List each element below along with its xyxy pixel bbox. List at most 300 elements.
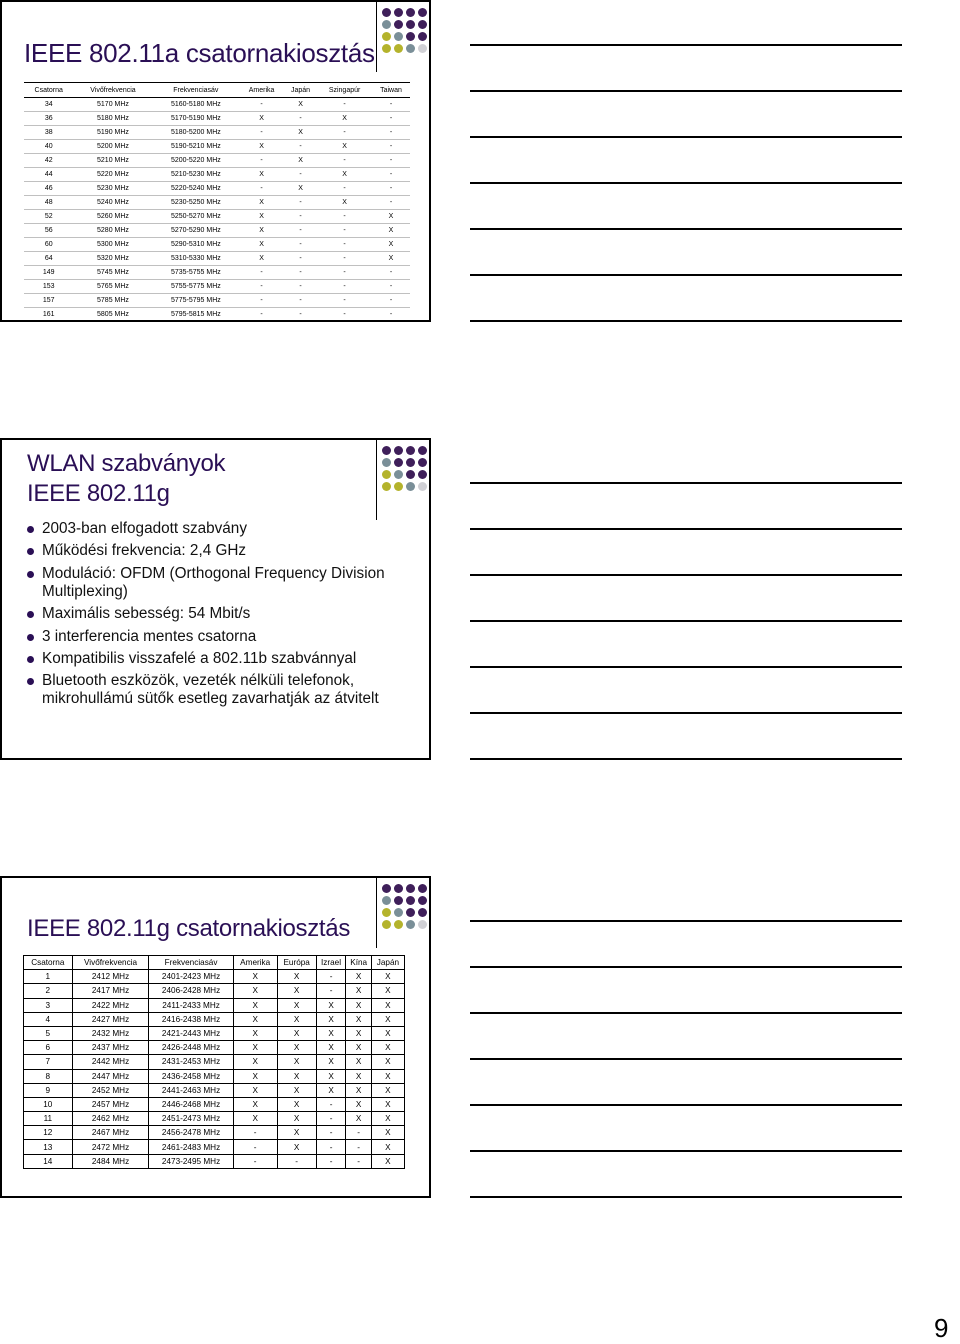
- decorative-dot: [394, 446, 403, 455]
- table-cell: X: [239, 112, 284, 126]
- bullet-dot-icon: [27, 656, 34, 663]
- table-cell: 5200-5220 MHz: [153, 154, 240, 168]
- note-line: [470, 274, 902, 276]
- table-cell: X: [233, 1055, 277, 1069]
- decorative-dot: [382, 884, 391, 893]
- table-cell: -: [317, 280, 372, 294]
- table-row: [24, 224, 410, 238]
- table-cell: -: [316, 984, 346, 998]
- table-cell: X: [277, 1041, 316, 1055]
- table-cell: 5160-5180 MHz: [153, 98, 240, 112]
- table-cell: X: [371, 1012, 404, 1026]
- table-cell: X: [284, 126, 317, 140]
- table-cell: X: [233, 1097, 277, 1111]
- decorative-dot: [418, 470, 427, 479]
- table-cell: X: [346, 1026, 371, 1040]
- table-cell: 6: [24, 1041, 73, 1055]
- table-cell: 5220 MHz: [73, 168, 152, 182]
- table-cell: X: [346, 1041, 371, 1055]
- decorative-dot: [394, 20, 403, 29]
- table-cell: 2473-2495 MHz: [149, 1154, 233, 1168]
- table-row: [24, 266, 410, 280]
- table-cell: -: [372, 266, 410, 280]
- table-cell: 42: [24, 154, 73, 168]
- table-cell: 5240 MHz: [73, 196, 152, 210]
- table-cell: X: [317, 168, 372, 182]
- table-cell: X: [284, 154, 317, 168]
- table-cell: -: [343, 311, 346, 318]
- decorative-dot: [394, 884, 403, 893]
- decorative-dot: [418, 482, 427, 491]
- table-cell: 2416-2438 MHz: [149, 1012, 233, 1026]
- table-cell: X: [372, 210, 410, 224]
- table-row: [24, 1083, 405, 1097]
- table-cell: 5: [24, 1026, 73, 1040]
- decorative-dot: [418, 920, 427, 929]
- decorative-dot: [382, 446, 391, 455]
- decorative-dot: [382, 458, 391, 467]
- table-cell: -: [316, 970, 346, 984]
- table-cell: 5210-5230 MHz: [153, 168, 240, 182]
- table-cell: -: [317, 126, 372, 140]
- table-cell: 5320 MHz: [73, 252, 152, 266]
- decorative-dot: [394, 920, 403, 929]
- table-cell: -: [239, 98, 284, 112]
- table-cell: X: [233, 1069, 277, 1083]
- table-cell: -: [239, 280, 284, 294]
- table-cell: X: [346, 984, 371, 998]
- decorative-dot: [406, 458, 415, 467]
- bullet-item: [22, 542, 417, 560]
- table-cell: 5300 MHz: [73, 238, 152, 252]
- table-cell: 5190-5210 MHz: [153, 140, 240, 154]
- table-cell: -: [260, 311, 263, 318]
- table-cell: -: [317, 210, 372, 224]
- table-cell: -: [372, 98, 410, 112]
- table-row: [24, 1140, 405, 1154]
- table-row: [24, 210, 410, 224]
- table-cell: X: [277, 998, 316, 1012]
- table-cell: X: [239, 140, 284, 154]
- table-cell: 5190 MHz: [73, 126, 152, 140]
- table-cell: X: [277, 1140, 316, 1154]
- table-row: [24, 1126, 405, 1140]
- table-cell: -: [372, 168, 410, 182]
- table-cell: X: [239, 210, 284, 224]
- table-row: [24, 182, 410, 196]
- decorative-dot: [394, 470, 403, 479]
- table-cell: X: [277, 1026, 316, 1040]
- table-row: [24, 140, 410, 154]
- table-cell: X: [284, 98, 317, 112]
- table-cell: -: [372, 126, 410, 140]
- slide-title-line1: WLAN szabványok: [27, 450, 226, 477]
- table-cell: -: [372, 140, 410, 154]
- table-cell: X: [233, 998, 277, 1012]
- table-cell: 2401-2423 MHz: [149, 970, 233, 984]
- table-cell: -: [239, 294, 284, 308]
- decorative-dot: [406, 44, 415, 53]
- bullet-item: [22, 520, 417, 538]
- table-cell: -: [317, 252, 372, 266]
- note-line: [470, 920, 902, 922]
- table-cell: -: [284, 266, 317, 280]
- table-cell: -: [284, 294, 317, 308]
- bullet-text: Maximális sebesség: 54 Mbit/s: [42, 605, 251, 623]
- table-row: [24, 294, 410, 308]
- table-cell: 5260 MHz: [73, 210, 152, 224]
- table-cell: 2451-2473 MHz: [149, 1112, 233, 1126]
- table-cell: -: [372, 294, 410, 308]
- decorative-dot: [382, 8, 391, 17]
- table-cell: 2457 MHz: [72, 1097, 149, 1111]
- decorative-dot: [382, 32, 391, 41]
- table-cell: X: [371, 1055, 404, 1069]
- column-header: Amerika: [233, 956, 277, 970]
- table-cell: 5755-5775 MHz: [153, 280, 240, 294]
- table-cell: -: [316, 1140, 346, 1154]
- table-cell: X: [277, 984, 316, 998]
- table-cell: 5230-5250 MHz: [153, 196, 240, 210]
- table-row: [24, 308, 410, 322]
- table-cell: -: [316, 1154, 346, 1168]
- bullet-text: 3 interferencia mentes csatorna: [42, 627, 257, 645]
- table-cell: 1: [24, 970, 73, 984]
- decorative-dot: [418, 32, 427, 41]
- table-cell: X: [371, 998, 404, 1012]
- table-cell: -: [233, 1154, 277, 1168]
- table-cell: -: [372, 280, 410, 294]
- decorative-dot: [406, 908, 415, 917]
- table-cell: X: [317, 196, 372, 210]
- bullet-dot-icon: [27, 611, 34, 618]
- table-cell: 38: [24, 126, 73, 140]
- table-cell: 5210 MHz: [73, 154, 152, 168]
- table-cell: -: [317, 238, 372, 252]
- bullet-item: [22, 565, 417, 601]
- table-cell: 13: [24, 1140, 73, 1154]
- column-header: Izrael: [316, 956, 346, 970]
- bullet-dot-icon: [27, 678, 34, 685]
- table-row: [24, 1112, 405, 1126]
- table-header-row: [24, 956, 405, 970]
- table-cell: X: [239, 252, 284, 266]
- table-row: [24, 126, 410, 140]
- table-cell: 157: [24, 294, 73, 308]
- bullet-item: [22, 605, 417, 623]
- decorative-dot: [406, 896, 415, 905]
- table-cell: 5805 MHz: [97, 311, 129, 318]
- table-cell: -: [317, 266, 372, 280]
- table-cell: X: [316, 1055, 346, 1069]
- table-cell: -: [239, 182, 284, 196]
- table-cell: -: [284, 196, 317, 210]
- table-cell: 2446-2468 MHz: [149, 1097, 233, 1111]
- table-cell: X: [371, 1140, 404, 1154]
- column-header: Szingapúr: [317, 83, 372, 98]
- decorative-dot: [418, 8, 427, 17]
- table-cell: 5230 MHz: [73, 182, 152, 196]
- table-cell: -: [372, 196, 410, 210]
- decorative-dot: [394, 8, 403, 17]
- table-cell: 2436-2458 MHz: [149, 1069, 233, 1083]
- column-header: Amerika: [239, 83, 284, 98]
- bullet-dot-icon: [27, 548, 34, 555]
- table-cell: X: [233, 1041, 277, 1055]
- table-cell: X: [233, 984, 277, 998]
- table-cell: 5765 MHz: [73, 280, 152, 294]
- decorative-dot: [382, 896, 391, 905]
- table-cell: X: [346, 970, 371, 984]
- table-cell: 5290-5310 MHz: [153, 238, 240, 252]
- table-cell: -: [317, 154, 372, 168]
- note-line: [470, 320, 902, 322]
- table-cell: 5170-5190 MHz: [153, 112, 240, 126]
- decorative-dot: [406, 20, 415, 29]
- table-cell: X: [277, 970, 316, 984]
- bullet-dot-icon: [27, 526, 34, 533]
- table-cell: X: [277, 1083, 316, 1097]
- table-cell: X: [233, 1083, 277, 1097]
- table-cell: 5180 MHz: [73, 112, 152, 126]
- decorative-dot: [406, 446, 415, 455]
- table-row: [24, 984, 405, 998]
- slide-title: IEEE 802.11g csatornakiosztás: [27, 915, 351, 942]
- table-cell: 10: [24, 1097, 73, 1111]
- table-cell: -: [284, 210, 317, 224]
- table-cell: X: [277, 1126, 316, 1140]
- table-cell: -: [284, 280, 317, 294]
- table-cell: 2456-2478 MHz: [149, 1126, 233, 1140]
- table-cell: 5785 MHz: [73, 294, 152, 308]
- table-cell: X: [346, 1012, 371, 1026]
- decorative-dot: [406, 32, 415, 41]
- table-cell: 46: [24, 182, 73, 196]
- table-cell: -: [239, 126, 284, 140]
- table-header-row: [24, 83, 410, 98]
- table-cell: -: [239, 154, 284, 168]
- table-cell: 5170 MHz: [73, 98, 152, 112]
- table-cell: -: [346, 1140, 371, 1154]
- table-cell: -: [284, 140, 317, 154]
- table-cell: 60: [24, 238, 73, 252]
- table-cell: 2417 MHz: [72, 984, 149, 998]
- decorative-dot: [418, 908, 427, 917]
- table-cell: 2427 MHz: [72, 1012, 149, 1026]
- table-cell: 5180-5200 MHz: [153, 126, 240, 140]
- table-cell: 2442 MHz: [72, 1055, 149, 1069]
- channel-table: [23, 955, 405, 1169]
- table-cell: -: [316, 1097, 346, 1111]
- table-cell: -: [233, 1126, 277, 1140]
- table-cell: X: [316, 1069, 346, 1083]
- table-cell: X: [277, 1097, 316, 1111]
- divider-line: [376, 440, 377, 520]
- column-header: Japán: [284, 83, 317, 98]
- table-cell: 56: [24, 224, 73, 238]
- column-header: Japán: [371, 956, 404, 970]
- table-cell: 12: [24, 1126, 73, 1140]
- table-cell: X: [239, 168, 284, 182]
- table-cell: -: [372, 154, 410, 168]
- table-cell: 5220-5240 MHz: [153, 182, 240, 196]
- column-header: Csatorna: [24, 956, 73, 970]
- column-header: Európa: [277, 956, 316, 970]
- table-cell: 2452 MHz: [72, 1083, 149, 1097]
- bullet-text: 2003-ban elfogadott szabvány: [42, 520, 247, 537]
- table-cell: 2447 MHz: [72, 1069, 149, 1083]
- table-cell: 5200 MHz: [73, 140, 152, 154]
- column-header: Vivőfrekvencia: [72, 956, 149, 970]
- page-number: 9: [934, 1313, 949, 1343]
- table-cell: 149: [24, 266, 73, 280]
- bullet-dot-icon: [27, 571, 34, 578]
- bullet-dot-icon: [27, 634, 34, 641]
- decorative-dot: [394, 32, 403, 41]
- table-cell: X: [233, 1112, 277, 1126]
- decorative-dot: [382, 908, 391, 917]
- bullet-list: [22, 520, 417, 713]
- note-line: [470, 482, 902, 484]
- decorative-dot: [418, 896, 427, 905]
- table-cell: 2461-2483 MHz: [149, 1140, 233, 1154]
- channel-table: [24, 82, 410, 322]
- note-line: [470, 182, 902, 184]
- table-cell: 5270-5290 MHz: [153, 224, 240, 238]
- table-row: [24, 238, 410, 252]
- table-row: [24, 1055, 405, 1069]
- table-cell: 2406-2428 MHz: [149, 984, 233, 998]
- decorative-dot: [418, 20, 427, 29]
- decorative-dot: [418, 44, 427, 53]
- column-header: Frekvenciasáv: [149, 956, 233, 970]
- table-row: [24, 970, 405, 984]
- table-cell: 2472 MHz: [72, 1140, 149, 1154]
- note-line: [470, 136, 902, 138]
- note-line: [470, 1196, 902, 1198]
- table-cell: X: [346, 1083, 371, 1097]
- table-cell: -: [284, 238, 317, 252]
- table-cell: X: [277, 1012, 316, 1026]
- decorative-dot: [382, 470, 391, 479]
- note-line: [470, 228, 902, 230]
- table-cell: 48: [24, 196, 73, 210]
- note-line: [470, 528, 902, 530]
- table-cell: 2484 MHz: [72, 1154, 149, 1168]
- table-cell: X: [372, 238, 410, 252]
- divider-line: [376, 2, 377, 72]
- table-cell: 5775-5795 MHz: [153, 294, 240, 308]
- table-row: [24, 168, 410, 182]
- table-cell: 5280 MHz: [73, 224, 152, 238]
- table-cell: -: [316, 1112, 346, 1126]
- table-cell: 44: [24, 168, 73, 182]
- table-row: [24, 1069, 405, 1083]
- bullet-text: Kompatibilis visszafelé a 802.11b szabvánnyal: [42, 649, 357, 667]
- table-cell: -: [372, 112, 410, 126]
- table-cell: 5795-5815 MHz: [170, 311, 221, 318]
- table-row: [24, 1154, 405, 1168]
- table-cell: 14: [24, 1154, 73, 1168]
- note-line: [470, 1150, 902, 1152]
- table-cell: X: [371, 1126, 404, 1140]
- table-cell: 2432 MHz: [72, 1026, 149, 1040]
- note-line: [470, 44, 902, 46]
- table-cell: -: [284, 252, 317, 266]
- table-cell: -: [284, 168, 317, 182]
- table-cell: 2467 MHz: [72, 1126, 149, 1140]
- table-cell: X: [316, 1041, 346, 1055]
- table-cell: 161: [42, 311, 55, 318]
- table-cell: 5735-5755 MHz: [153, 266, 240, 280]
- table-cell: 8: [24, 1069, 73, 1083]
- table-row: [24, 98, 410, 112]
- table-cell: X: [316, 998, 346, 1012]
- table-cell: -: [239, 266, 284, 280]
- decorative-dot: [406, 884, 415, 893]
- table-cell: X: [233, 970, 277, 984]
- table-cell: X: [371, 1083, 404, 1097]
- table-cell: X: [372, 252, 410, 266]
- table-cell: X: [277, 1069, 316, 1083]
- note-line: [470, 1104, 902, 1106]
- table-cell: -: [389, 311, 393, 318]
- table-row: [24, 1041, 405, 1055]
- table-cell: 3: [24, 998, 73, 1012]
- table-cell: 64: [24, 252, 73, 266]
- decorative-dot: [382, 44, 391, 53]
- decorative-dot: [394, 908, 403, 917]
- bullet-item: [22, 628, 417, 646]
- table-cell: X: [371, 1041, 404, 1055]
- table-cell: 2421-2443 MHz: [149, 1026, 233, 1040]
- table-cell: X: [316, 1083, 346, 1097]
- column-header: Vivőfrekvencia: [73, 83, 152, 98]
- table-cell: X: [233, 1012, 277, 1026]
- note-line: [470, 712, 902, 714]
- note-line: [470, 90, 902, 92]
- decorative-dot: [382, 920, 391, 929]
- note-line: [470, 620, 902, 622]
- table-cell: X: [277, 1055, 316, 1069]
- table-cell: 4: [24, 1012, 73, 1026]
- table-cell: -: [346, 1154, 371, 1168]
- table-row: [24, 1026, 405, 1040]
- decorative-dot: [406, 482, 415, 491]
- decorative-dot: [382, 20, 391, 29]
- decorative-dot: [406, 8, 415, 17]
- table-cell: -: [317, 224, 372, 238]
- bullet-text: Bluetooth eszközök, vezeték nélküli telefonok, mikrohullámú sütők esetleg zavarhatják az átvitelt: [42, 672, 379, 708]
- table-cell: 5745 MHz: [73, 266, 152, 280]
- decorative-dot: [406, 470, 415, 479]
- table-cell: X: [277, 1112, 316, 1126]
- note-line: [470, 666, 902, 668]
- table-cell: X: [371, 970, 404, 984]
- table-cell: X: [239, 196, 284, 210]
- column-header: Frekvenciasáv: [153, 83, 240, 98]
- table-cell: X: [371, 1154, 404, 1168]
- table-cell: X: [316, 1012, 346, 1026]
- note-line: [470, 758, 902, 760]
- note-line: [470, 1058, 902, 1060]
- table-row: [24, 154, 410, 168]
- column-header: Csatorna: [24, 83, 73, 98]
- table-cell: 5310-5330 MHz: [153, 252, 240, 266]
- table-cell: -: [372, 182, 410, 196]
- note-line: [470, 1012, 902, 1014]
- table-cell: -: [284, 112, 317, 126]
